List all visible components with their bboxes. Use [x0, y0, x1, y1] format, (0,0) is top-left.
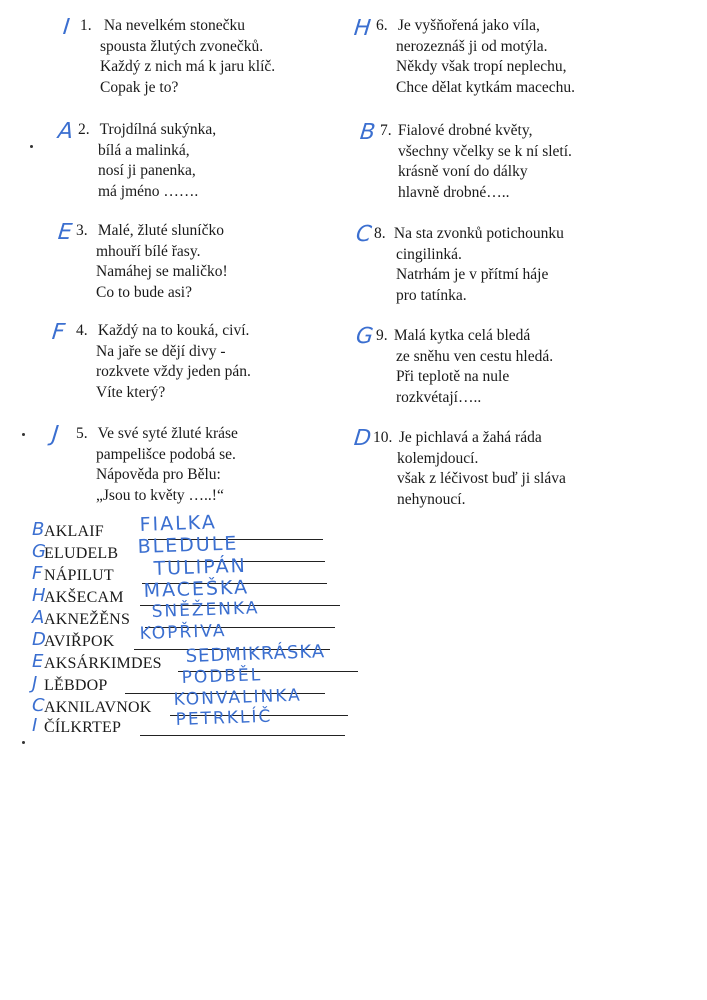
answer-mark-5: J [50, 422, 60, 447]
riddle-line: Malá kytka celá bledá [393, 327, 531, 344]
riddle-line: Malé, žluté sluníčko [97, 222, 224, 239]
riddle-line: Je pichlavá a žahá ráda [398, 429, 542, 446]
answer-mark-9: G [354, 324, 375, 349]
riddle-line: rozkvete vždy jeden pán. [96, 363, 251, 380]
riddle-line: Je vyšňořená jako víla, [397, 17, 540, 34]
answer-letter: A [32, 607, 45, 628]
answer-letter: F [32, 563, 43, 584]
riddle-line: Každý z nich má k jaru klíč. [100, 58, 276, 75]
answer-input-4[interactable]: MACEŠKA [143, 576, 250, 602]
answer-letter: B [32, 519, 45, 540]
riddle-number: 1. [80, 17, 92, 34]
scrambled-word: AKSÁRKIMDES [44, 655, 162, 672]
riddle-number: 5. [76, 425, 88, 442]
answer-letter: J [32, 673, 38, 694]
scrambled-word: AKLAIF [44, 523, 104, 540]
scrambled-word: LĚBDOP [44, 677, 108, 694]
scrambled-word: ČÍLKRTEP [44, 719, 122, 736]
answer-letter: G [32, 541, 46, 562]
riddle-number: 7. [380, 122, 392, 139]
riddle-line: Chce dělat kytkám macechu. [396, 78, 576, 96]
riddle-line: spousta žlutých zvonečků. [100, 37, 264, 55]
stray-dot [30, 145, 33, 148]
riddle-line: všechny včelky se k ní sletí. [398, 142, 572, 160]
answer-letter: H [32, 585, 46, 606]
riddle-number: 9. [376, 327, 388, 344]
riddle-line: kolemjdoucí. [397, 449, 479, 467]
scrambled-word: AKNILAVNOK [44, 699, 152, 716]
riddle-3 [76, 221, 228, 303]
riddle-line: Na sta zvonků potichounku [393, 225, 564, 242]
riddle-line: Natrhám je v přítmí háje [396, 266, 549, 283]
answer-letter: I [32, 715, 38, 736]
answer-mark-7: B [358, 120, 377, 145]
answer-mark-3: E [56, 220, 74, 245]
answer-input-8[interactable]: PODBĚL [181, 665, 263, 688]
riddle-line: krásně voní do dálky [398, 163, 528, 180]
scrambled-word: NÁPILUT [44, 567, 114, 584]
answer-input-1[interactable]: FIALKA [139, 511, 218, 536]
answer-input-5[interactable]: SNĚŽENKA [151, 598, 260, 622]
stray-dot [22, 741, 25, 744]
riddle-number: 10. [373, 429, 393, 446]
answer-letter: D [32, 629, 46, 650]
answer-mark-8: C [354, 222, 373, 247]
riddle-line: Na jaře se dějí divy - [96, 342, 226, 360]
riddle-7 [380, 121, 572, 203]
riddle-line: cingilinká. [396, 245, 462, 263]
riddle-line: hlavně drobné….. [398, 183, 510, 201]
riddle-line: nerozeznáš ji od motýla. [396, 37, 548, 55]
riddle-line: Na nevelkém stonečku [103, 17, 246, 34]
answer-mark-4: F [50, 320, 67, 345]
answer-input-6[interactable]: KOPŘIVA [139, 620, 227, 644]
riddle-line: pampelišce podobá se. [96, 445, 236, 463]
riddle-line: mhouří bílé řasy. [96, 242, 201, 260]
riddle-9 [376, 326, 553, 408]
riddle-line: ze sněhu ven cestu hledá. [396, 347, 554, 365]
scrambled-word: ELUDELB [44, 545, 119, 562]
answer-input-3[interactable]: TULIPÁN [153, 554, 248, 580]
answer-input-9[interactable]: KONVALINKA [173, 685, 303, 710]
riddle-number: 6. [376, 17, 388, 34]
riddle-5 [76, 424, 238, 506]
riddle-line: pro tatínka. [396, 286, 467, 304]
answer-line [140, 735, 345, 736]
answer-input-2[interactable]: BLEDULE [137, 532, 239, 558]
scrambled-word: AKNEŽĚNS [44, 611, 131, 628]
stray-dot [22, 433, 25, 436]
scrambled-word: AKŠECAM [44, 589, 124, 606]
riddle-line: Copak je to? [100, 78, 179, 96]
riddle-1 [80, 16, 275, 98]
answer-mark-10: D [352, 426, 373, 451]
riddle-number: 2. [78, 121, 90, 138]
riddle-line: Každý na to kouká, civí. [97, 322, 250, 339]
riddle-10 [373, 428, 566, 510]
riddle-line: bílá a malinká, [98, 141, 190, 159]
riddle-line: nehynoucí. [397, 490, 466, 508]
riddle-6 [376, 16, 575, 98]
riddle-line: Při teplotě na nule [396, 368, 510, 385]
riddle-8 [374, 224, 564, 306]
riddle-line: nosí ji panenka, [98, 162, 196, 179]
answer-input-7[interactable]: SEDMIKRÁSKA [185, 641, 326, 667]
riddle-number: 4. [76, 322, 88, 339]
riddle-line: Co to bude asi? [96, 283, 192, 301]
riddle-line: Namáhej se maličko! [96, 263, 228, 280]
riddle-line: však z léčivost buď ji sláva [397, 470, 566, 487]
riddle-line: „Jsou to květy …..!“ [96, 486, 224, 504]
scrambled-word: AVIŘPOK [44, 633, 115, 650]
riddle-line: Víte který? [96, 383, 166, 401]
riddle-line: Někdy však tropí neplechu, [396, 58, 567, 75]
riddle-4 [76, 321, 251, 403]
riddle-line: Trojdílná sukýnka, [99, 121, 217, 138]
riddle-line: Ve své syté žluté kráse [97, 425, 238, 442]
riddle-number: 3. [76, 222, 88, 239]
answer-mark-6: H [352, 16, 372, 41]
riddle-line: má jméno ……. [98, 182, 199, 200]
riddle-line: Nápověda pro Bělu: [96, 466, 221, 483]
riddle-line: Fialové drobné květy, [397, 122, 533, 139]
answer-input-10[interactable]: PETRKLÍČ [175, 706, 273, 730]
riddle-line: rozkvétají….. [396, 388, 482, 406]
riddle-number: 8. [374, 225, 386, 242]
answer-letter: C [32, 695, 45, 716]
riddle-2 [78, 120, 216, 202]
answer-mark-2: A [56, 119, 75, 144]
answer-letter: E [32, 651, 44, 672]
answer-mark-1: I [61, 15, 71, 40]
